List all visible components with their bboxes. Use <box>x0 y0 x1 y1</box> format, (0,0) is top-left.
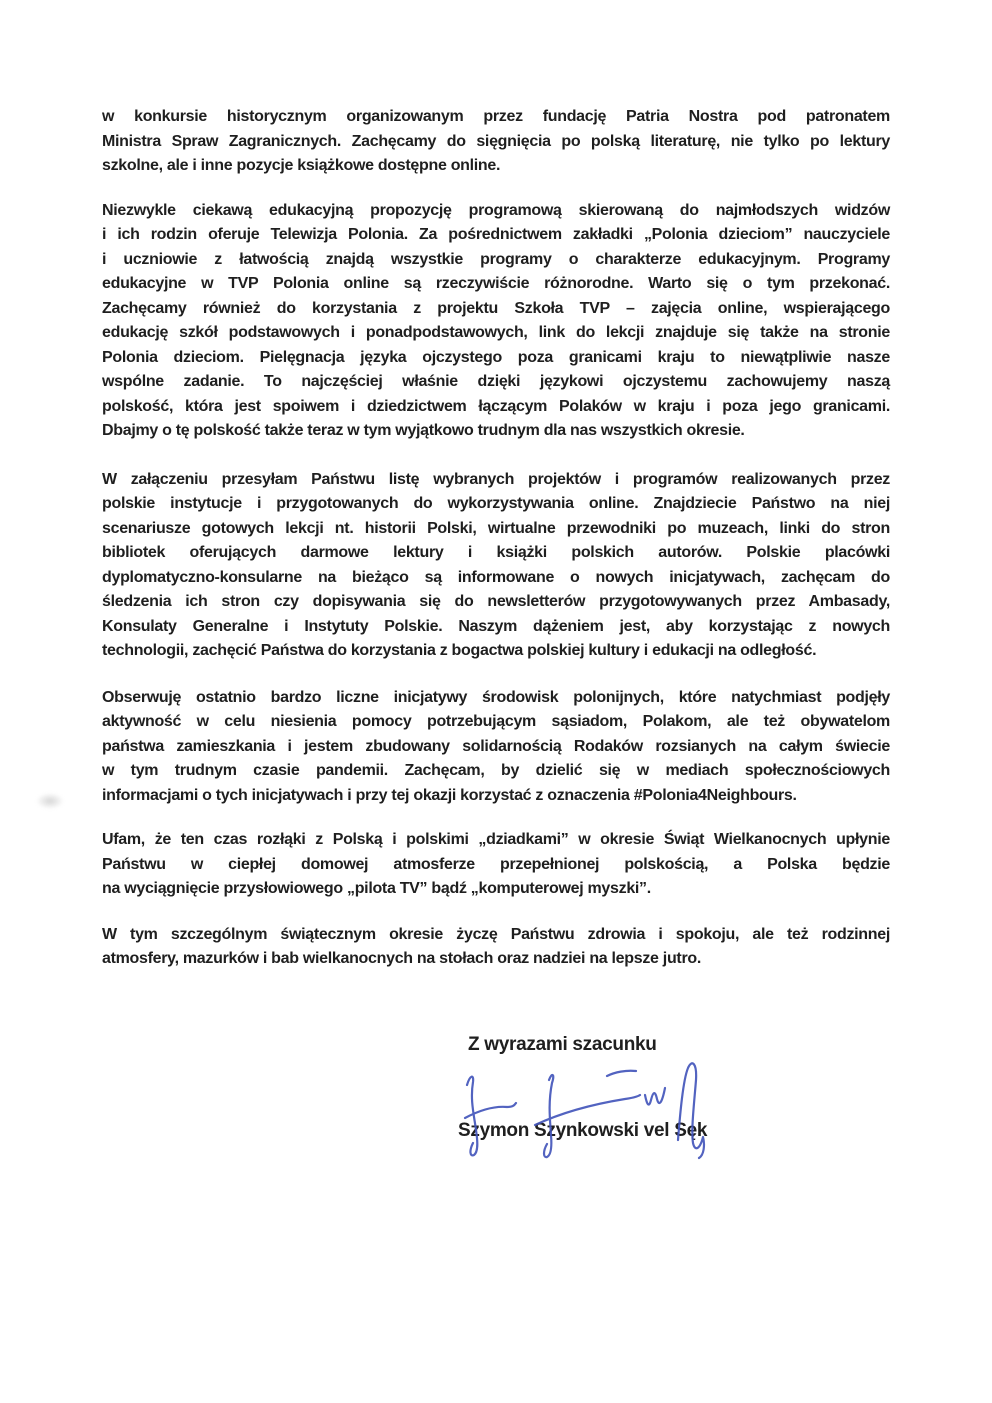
closing-salutation: Z wyrazami szacunku <box>468 1033 657 1055</box>
letter-line: śledzenia ich stron czy dopisywania się do newsletterów przygotowywanych przez Ambasady, <box>102 593 890 610</box>
scan-artifact <box>36 793 64 809</box>
paragraph-5 <box>102 828 890 902</box>
letter-line: szkolne, ale i inne pozycje książkowe dostępne online. <box>102 157 501 174</box>
letter-line: technologii, zachęcić Państwa do korzystania z bogactwa polskiej kultury i edukacji na odległość. <box>102 642 817 659</box>
letter-line: dyplomatyczno-konsularne na bieżąco są informowane o nowych inicjatywach, zachęcam do <box>102 568 890 586</box>
letter-line: polskość, która jest spoiwem i dziedzictwem łączącym Polaków w kraju i poza jego granicami. <box>102 397 890 415</box>
letter-line: aktywność w celu niesienia pomocy potrzebującym sąsiadom, Polakom, ale też obywatelom <box>102 713 890 730</box>
paragraph-1 <box>102 105 890 179</box>
paragraph-4 <box>102 686 890 809</box>
letter-line: Dbajmy o tę polskość także teraz w tym wyjątkowo trudnym dla nas wszystkich okresie. <box>102 422 745 439</box>
letter-line: państwa zamieszkania i jestem zbudowany solidarnością Rodaków rozsianych na całym świecie <box>102 737 890 755</box>
paragraph-3 <box>102 468 890 664</box>
letter-line: bibliotek oferujących darmowe lektury i książki polskich autorów. Polskie placówki <box>102 544 890 561</box>
letter-line: W tym szczególnym świątecznym okresie życzę Państwu zdrowia i spokoju, ale też rodzinnej <box>102 925 890 943</box>
paragraph-6 <box>102 923 890 972</box>
letter-line: w tym trudnym czasie pandemii. Zachęcam, by dzielić się w mediach społecznościowych <box>102 762 890 779</box>
letter-line: Ufam, że ten czas rozłąki z Polską i polskimi „dziadkami” w okresie Świąt Wielkanocnych upłynie <box>102 831 890 848</box>
letter-line: wspólne zadanie. To najczęściej właśnie dzięki językowi ojczystemu zachowujemy naszą <box>102 373 890 390</box>
letter-line: atmosfery, mazurków i bab wielkanocnych na stołach oraz nadziei na lepsze jutro. <box>102 950 701 967</box>
letter-line: Państwu w ciepłej domowej atmosferze przepełnionej polskością, a Polska będzie <box>102 855 890 873</box>
letter-line: Zachęcamy również do korzystania z projektu Szkoła TVP – zajęcia online, wspierającego <box>102 299 890 317</box>
paragraph-2 <box>102 199 890 444</box>
letter-line: i uczniowie z łatwością znajdą wszystkie programy o charakterze edukacyjnym. Programy <box>102 250 890 268</box>
letter-line: W załączeniu przesyłam Państwu listę wybranych projektów i programów realizowanych przez <box>102 470 890 488</box>
letter-line: na wyciągnięcie przysłowiowego „pilota TV” bądź „komputerowej myszki”. <box>102 880 651 897</box>
letter-line: Konsulaty Generalne i Instytuty Polskie. Naszym dążeniem jest, aby korzystając z nowych <box>102 617 890 635</box>
letter-line: scenariusze gotowych lekcji nt. historii Polski, wirtualne przewodniki po muzeach, linki do stron <box>102 519 890 537</box>
letter-body <box>102 105 890 1144</box>
letter-line: Ministra Spraw Zagranicznych. Zachęcamy do sięgnięcia po polską literaturę, nie tylko po lektury <box>102 132 890 150</box>
signatory-name: Szymon Szynkowski vel Sęk <box>458 1119 708 1141</box>
letter-line: informacjami o tych inicjatywach i przy tej okazji korzystać z oznaczenia #Polonia4Neighbours. <box>102 786 797 804</box>
letter-line: Obserwuję ostatnio bardzo liczne inicjatywy środowisk polonijnych, które natychmiast podjęły <box>102 688 890 706</box>
letter-line: w konkursie historycznym organizowanym przez fundację Patria Nostra pod patronatem <box>102 108 890 125</box>
letter-line: i ich rodzin oferuje Telewizja Polonia. Za pośrednictwem zakładki „Polonia dzieciom” nauczyciele <box>102 226 890 243</box>
letter-line: edukacyjne w TVP Polonia online są rzeczywiście różnorodne. Warto się o tym przekonać. <box>102 275 890 292</box>
letter-line: Polonia dzieciom. Pielęgnacja języka ojczystego poza granicami kraju to niewątpliwie nasze <box>102 348 890 366</box>
letter-line: edukację szkół podstawowych i ponadpodstawowych, link do lekcji znajduje się także na stronie <box>102 324 890 341</box>
letter-line: Niezwykle ciekawą edukacyjną propozycję programową skierowaną do najmłodszych widzów <box>102 201 890 219</box>
letter-line: polskie instytucje i przygotowanych do wykorzystywania online. Znajdziecie Państwo na niej <box>102 495 890 512</box>
